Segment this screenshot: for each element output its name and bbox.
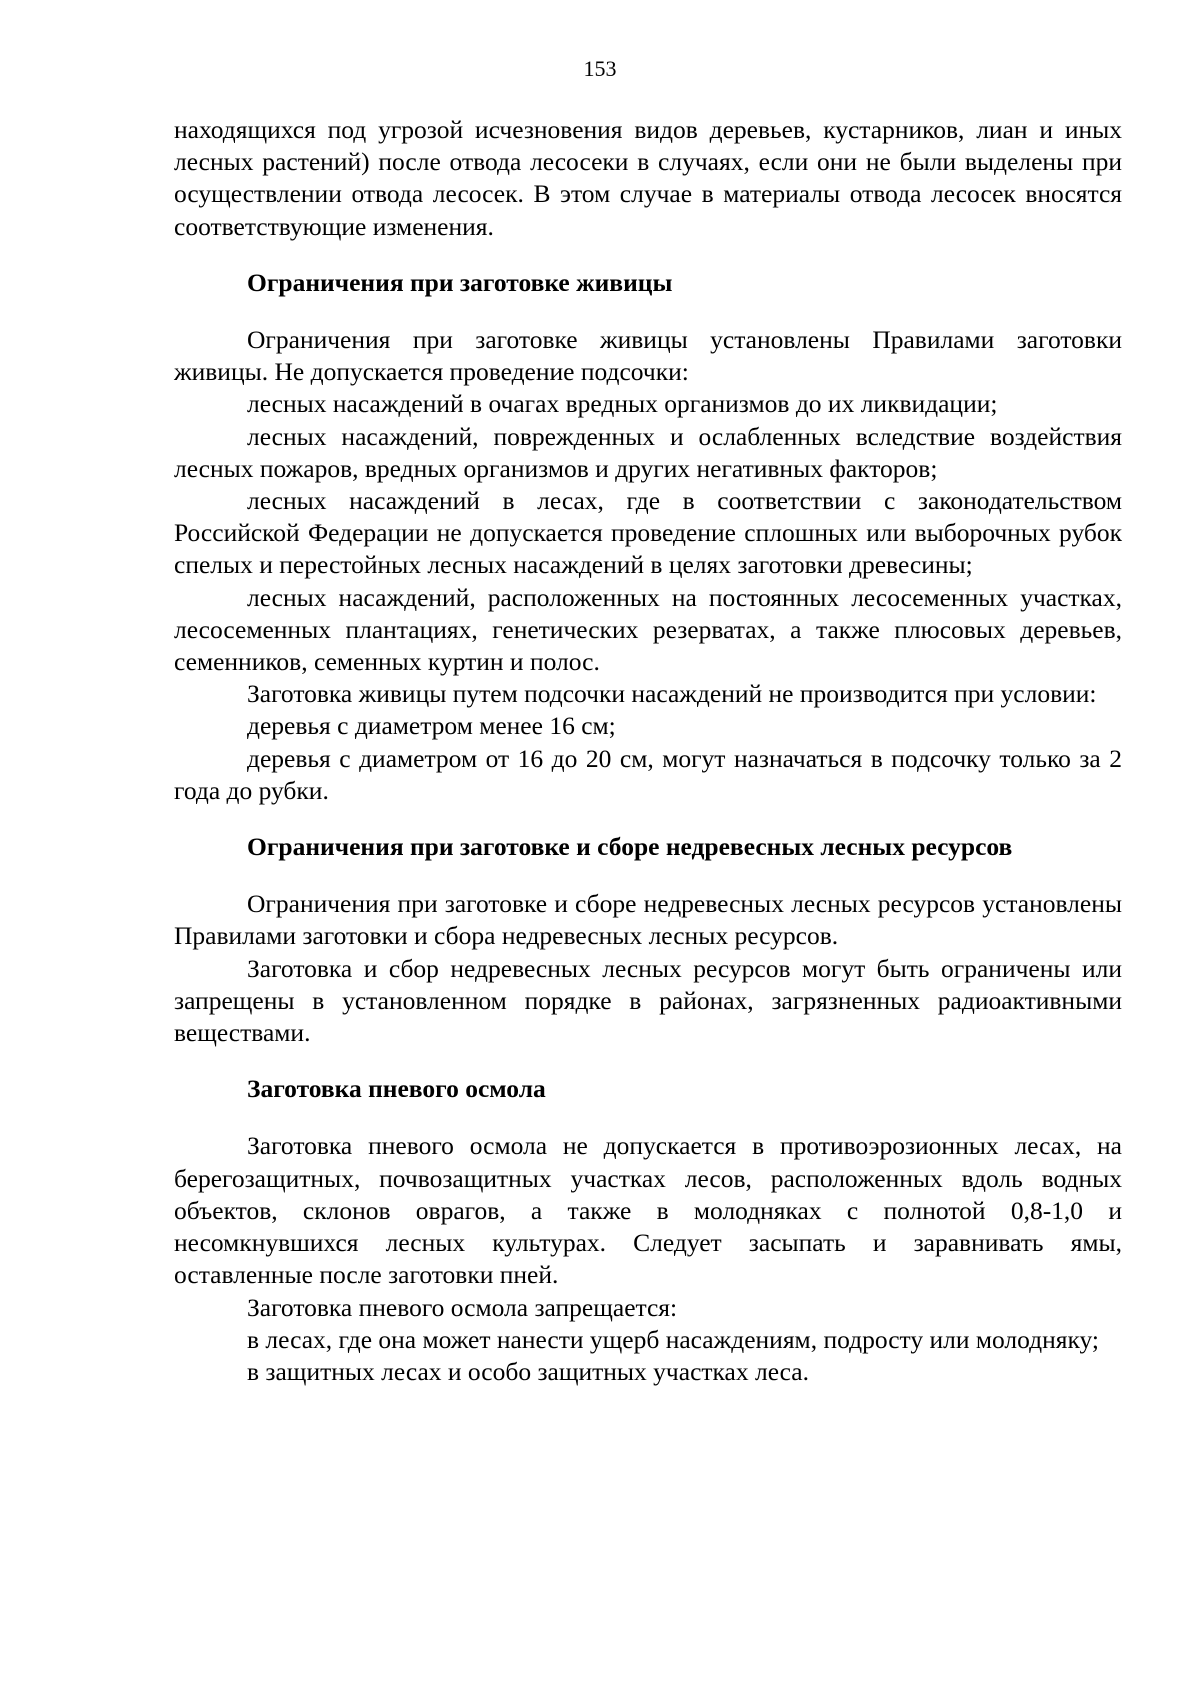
paragraph: Заготовка и сбор недревесных лесных ресурсов могут быть ограничены или запрещены в установленном порядке в районах, загрязненных радиоактивными веществами. bbox=[174, 953, 1122, 1048]
list-item: лесных насаждений, поврежденных и ослабленных вследствие воздействия лесных пожаров, вредных организмов и других негативных факторов; bbox=[174, 421, 1122, 483]
section-heading-non-timber-resources: Ограничения при заготовке и сборе недревесных лесных ресурсов bbox=[247, 832, 1013, 862]
paragraph: Заготовка пневого осмола запрещается: bbox=[247, 1292, 678, 1322]
list-item: лесных насаждений в лесах, где в соответствии с законодательством Российской Федерации не допускается проведение сплошных или выборочных рубок спелых и перестойных лесных насаждений в целях заготовки древесины; bbox=[174, 486, 1122, 580]
list-item: деревья с диаметром менее 16 см; bbox=[247, 711, 616, 741]
list-item: деревья с диаметром от 16 до 20 см, могут назначаться в подсочку только за 2 года до рубки. bbox=[174, 743, 1122, 805]
section-heading-stump-resin: Заготовка пневого осмола bbox=[247, 1074, 546, 1104]
paragraph: Заготовка пневого осмола не допускается в противоэрозионных лесах, на берегозащитных, почвозащитных участках лесов, расположенных вдоль водных объектов, склонов оврагов, а также в молодняках с полнотой 0,8-1,0 и несомкнувшихся лесных культурах. Следует засыпать и заравнивать ямы, оставленные после заготовки пней. bbox=[174, 1131, 1122, 1290]
paragraph: Заготовка живицы путем подсочки насаждений не производится при условии: bbox=[247, 679, 1097, 709]
list-item: лесных насаждений в очагах вредных организмов до их ликвидации; bbox=[247, 389, 998, 419]
list-item: лесных насаждений, расположенных на постоянных лесосеменных участках, лесосеменных плантациях, генетических резерватах, а также плюсовых деревьев, семенников, семенных куртин и полос. bbox=[174, 582, 1122, 677]
page-number: 153 bbox=[583, 56, 617, 81]
paragraph: Ограничения при заготовке и сборе недревесных лесных ресурсов установлены Правилами заготовки и сбора недревесных лесных ресурсов. bbox=[174, 889, 1122, 951]
paragraph: Ограничения при заготовке живицы установлены Правилами заготовки живицы. Не допускается проведение подсочки: bbox=[174, 325, 1122, 387]
list-item: в защитных лесах и особо защитных участках леса. bbox=[247, 1356, 809, 1386]
list-item: в лесах, где она может нанести ущерб насаждениям, подросту или молодняку; bbox=[247, 1324, 1100, 1354]
section-heading-resin-tapping: Ограничения при заготовке живицы bbox=[247, 267, 673, 297]
paragraph-continuation: находящихся под угрозой исчезновения видов деревьев, кустарников, лиан и иных лесных растений) после отвода лесосеки в случаях, если они не были выделены при осуществлении отвода лесосек. В этом случае в материалы отвода лесосек вносятся соответствующие изменения. bbox=[174, 115, 1122, 241]
document-body bbox=[174, 114, 1122, 1388]
